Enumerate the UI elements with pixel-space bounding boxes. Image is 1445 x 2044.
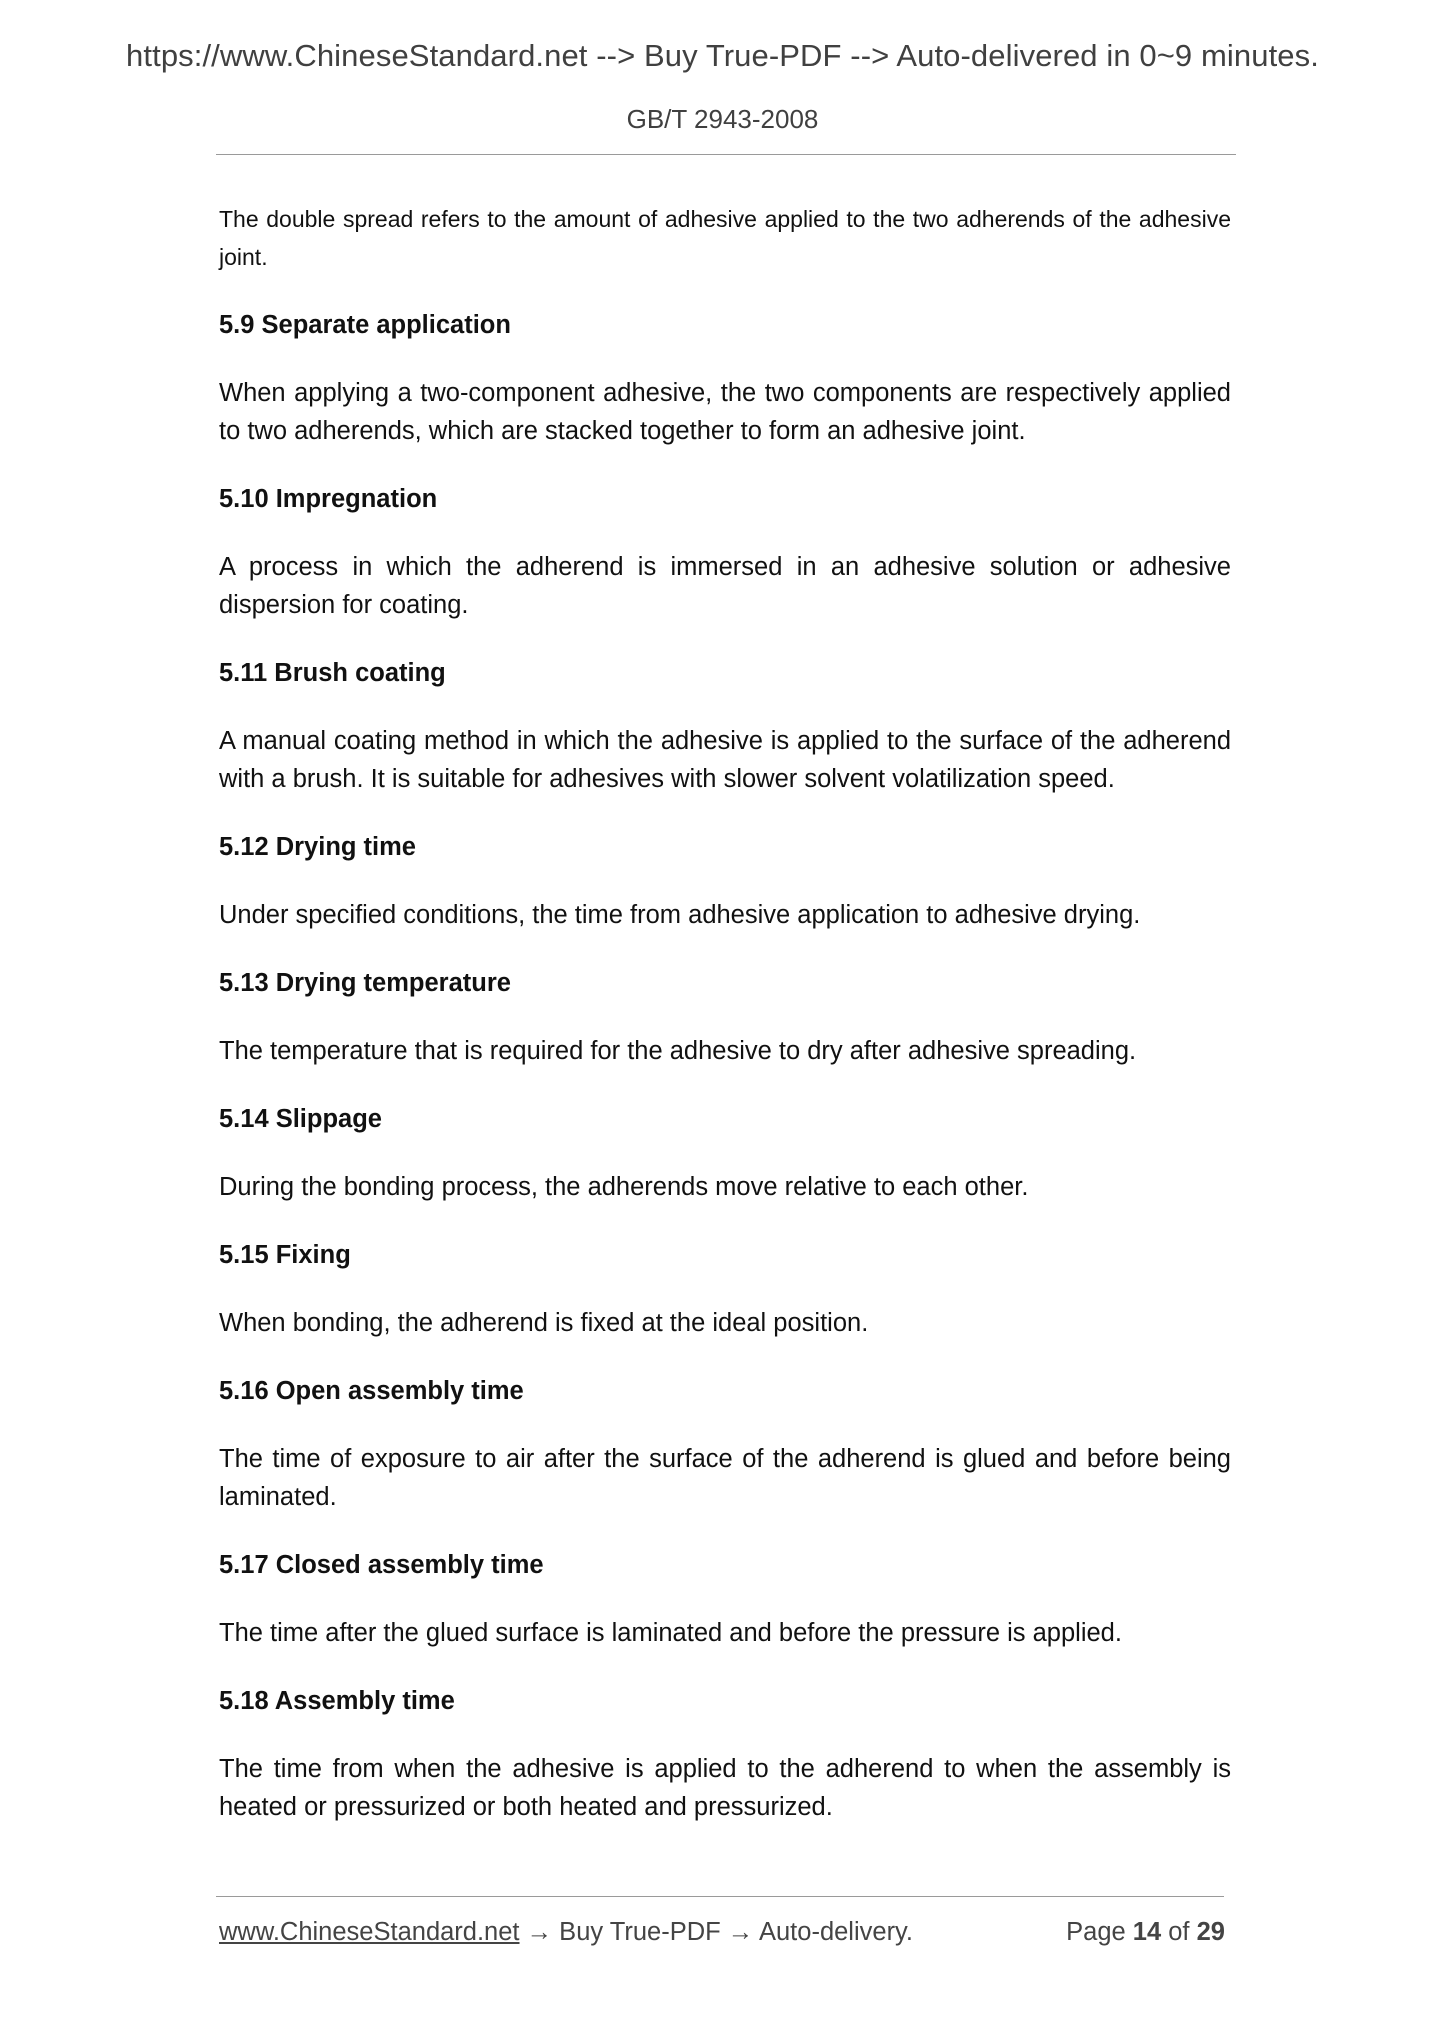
page-body <box>219 200 1231 1856</box>
section-heading: 5.9 Separate application <box>219 311 511 339</box>
header-divider <box>216 154 1236 155</box>
section-5-14 <box>219 1100 1231 1206</box>
section-heading: 5.14 Slippage <box>219 1105 382 1133</box>
total-pages: 29 <box>1196 1918 1225 1946</box>
section-heading: 5.16 Open assembly time <box>219 1377 524 1405</box>
section-text: Under specified conditions, the time from adhesive application to adhesive drying. <box>219 901 1141 929</box>
section-text: When applying a two-component adhesive, the two components are respectively applied to two adherends, which are stacked together to form an adhesive joint. <box>219 379 1231 445</box>
section-text: A manual coating method in which the adhesive is applied to the surface of the adherend with a brush. It is suitable for adhesives with slower solvent volatilization speed. <box>219 727 1231 793</box>
page-indicator <box>1066 1918 1225 1947</box>
section-heading: 5.10 Impregnation <box>219 485 438 513</box>
section-text: The temperature that is required for the adhesive to dry after adhesive spreading. <box>219 1037 1137 1065</box>
section-5-17 <box>219 1546 1231 1652</box>
document-id: GB/T 2943-2008 <box>626 104 819 134</box>
page-footer <box>219 1918 1225 1947</box>
intro-block <box>219 200 1231 276</box>
section-5-9 <box>219 306 1231 450</box>
source-banner: https://www.ChineseStandard.net --> Buy True-PDF --> Auto-delivered in 0~9 minutes. <box>126 38 1319 73</box>
section-heading: 5.11 Brush coating <box>219 659 446 687</box>
section-5-11 <box>219 654 1231 798</box>
intro-paragraph: The double spread refers to the amount of adhesive applied to the two adherends of the adhesive joint. <box>219 206 1231 270</box>
section-text: The time after the glued surface is laminated and before the pressure is applied. <box>219 1619 1122 1647</box>
page-number: 14 <box>1132 1918 1162 1946</box>
section-5-13 <box>219 964 1231 1070</box>
section-text: A process in which the adherend is immersed in an adhesive solution or adhesive dispersion for coating. <box>219 553 1231 619</box>
footer-tagline: → Buy True-PDF → Auto-delivery. <box>519 1918 913 1946</box>
section-text: The time of exposure to air after the surface of the adherend is glued and before being laminated. <box>219 1445 1231 1511</box>
section-heading: 5.13 Drying temperature <box>219 969 511 997</box>
section-5-10 <box>219 480 1231 624</box>
footer-divider <box>216 1896 1224 1897</box>
section-5-16 <box>219 1372 1231 1516</box>
section-text: The time from when the adhesive is applied to the adherend to when the assembly is heated or pressurized or both heated and pressurized. <box>219 1755 1231 1821</box>
section-heading: 5.15 Fixing <box>219 1241 351 1269</box>
page-label: Page <box>1066 1918 1126 1946</box>
section-heading: 5.12 Drying time <box>219 833 416 861</box>
section-5-18 <box>219 1682 1231 1826</box>
footer-site-link[interactable]: www.ChineseStandard.net <box>219 1918 520 1946</box>
section-5-15 <box>219 1236 1231 1342</box>
section-text: During the bonding process, the adherends move relative to each other. <box>219 1173 1029 1201</box>
section-5-12 <box>219 828 1231 934</box>
of-label: of <box>1168 1918 1190 1946</box>
section-heading: 5.17 Closed assembly time <box>219 1551 544 1579</box>
section-heading: 5.18 Assembly time <box>219 1687 455 1715</box>
section-text: When bonding, the adherend is fixed at the ideal position. <box>219 1309 869 1337</box>
